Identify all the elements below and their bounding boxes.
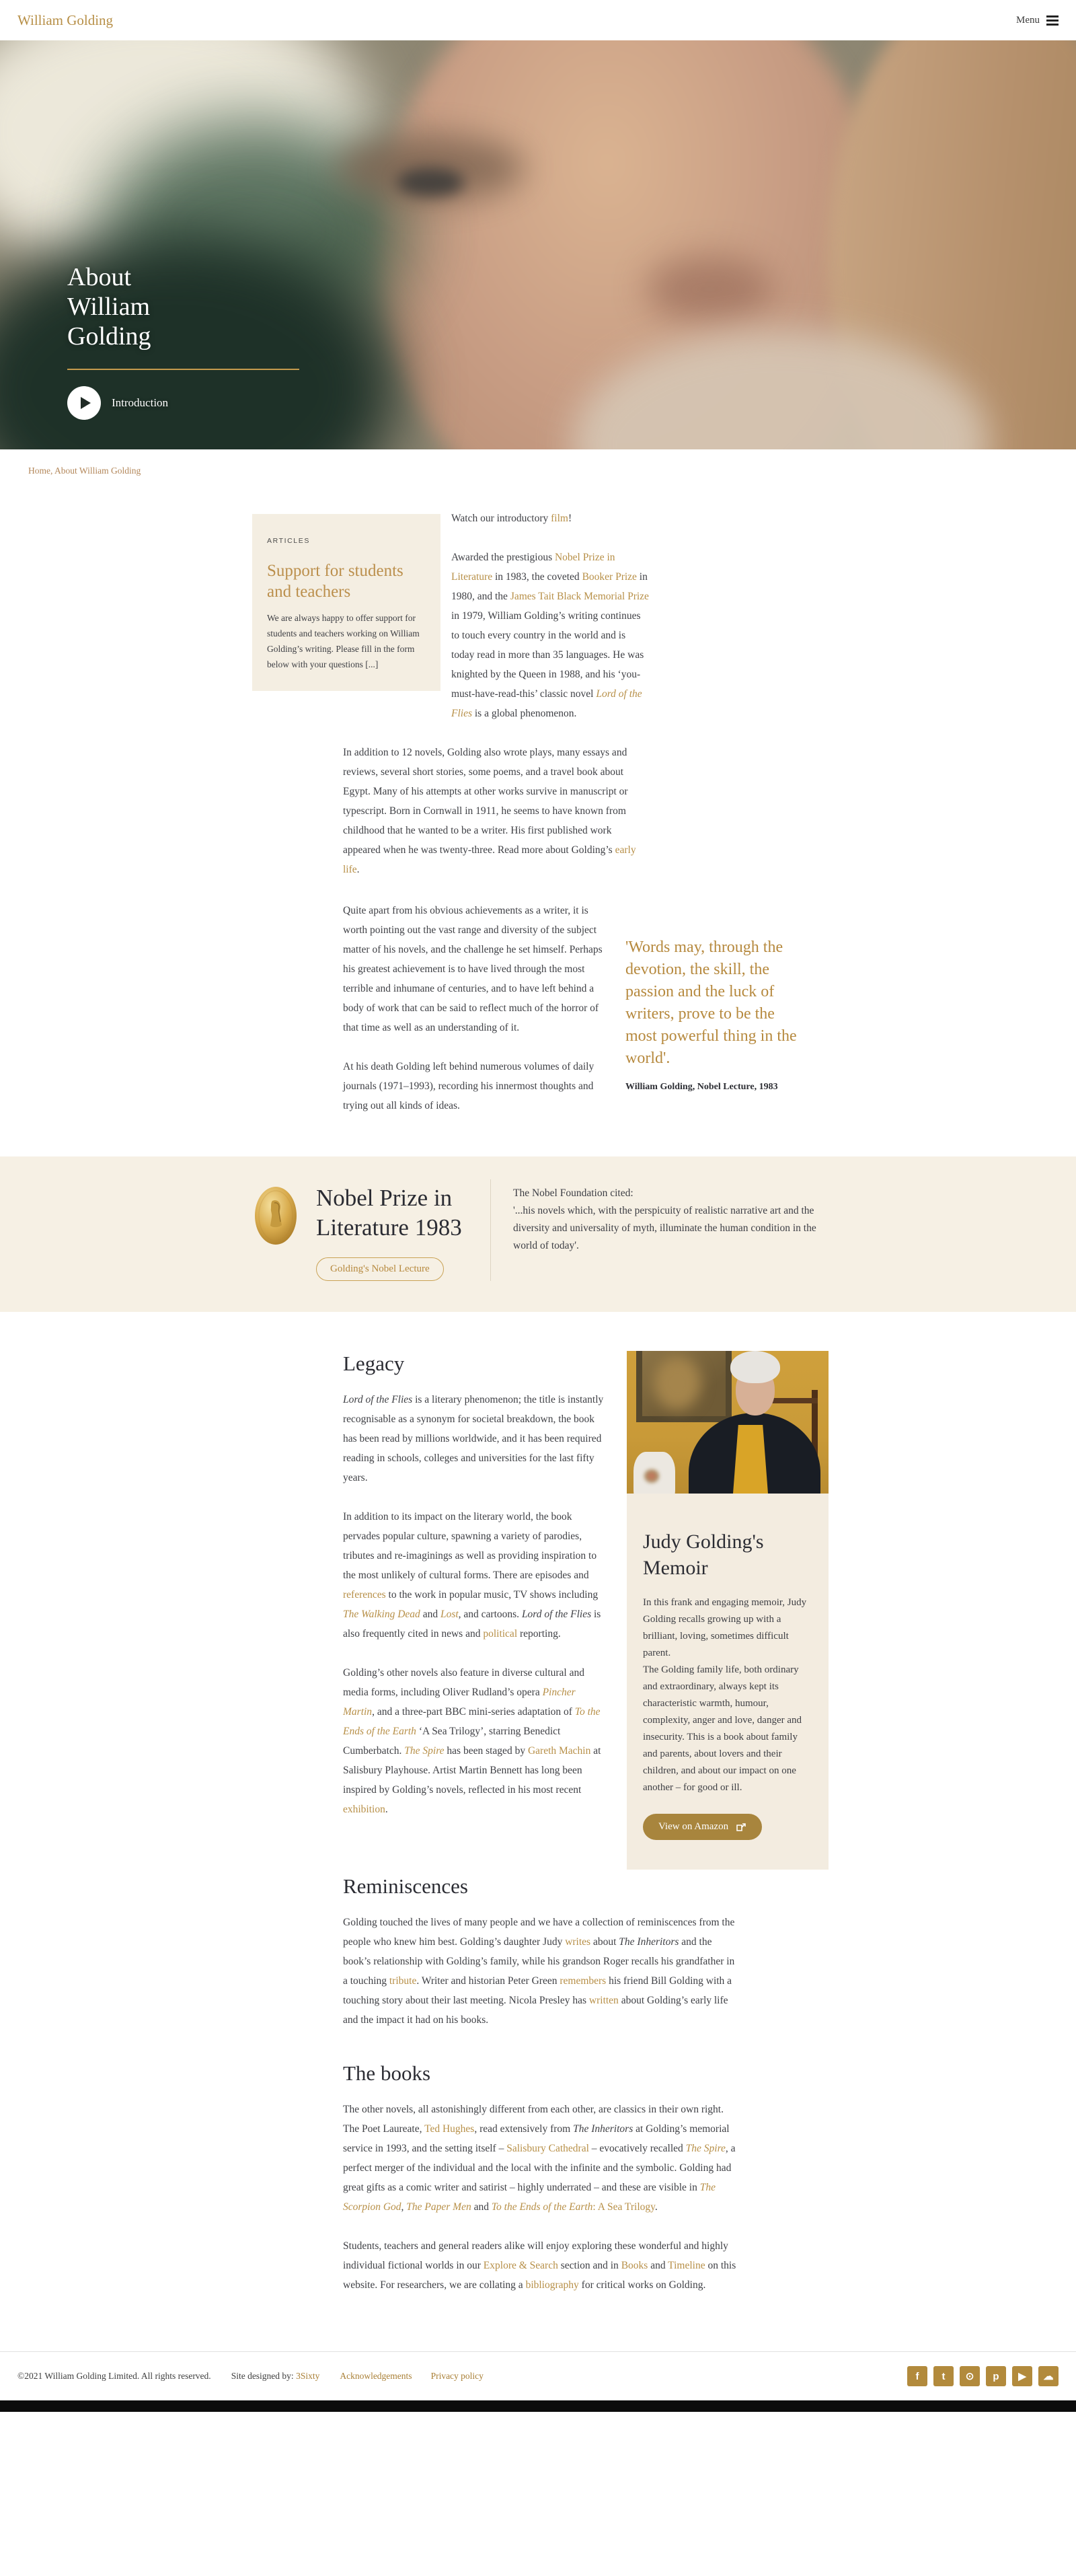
play-icon[interactable] (67, 386, 101, 420)
nobel-cited-label: The Nobel Foundation cited: (513, 1187, 633, 1199)
text-span: Lord of the Flies (521, 1609, 592, 1620)
text-link[interactable]: political (483, 1628, 518, 1640)
text-link[interactable]: tribute (389, 1975, 417, 1987)
text-link[interactable]: James Tait Black Memorial Prize (510, 591, 649, 602)
text-link[interactable]: exhibition (343, 1804, 385, 1815)
text-span: The Inheritors (573, 2123, 633, 2135)
page-title (67, 262, 299, 351)
text-link[interactable]: The Walking Dead (343, 1609, 420, 1620)
title-underline (67, 369, 299, 370)
hero-photo-nose (646, 256, 773, 323)
memoir-card (627, 1494, 829, 1870)
text-span: has been staged by (444, 1745, 528, 1757)
legacy-section (343, 1351, 829, 1832)
text-link[interactable]: Lost (440, 1609, 459, 1620)
text-link[interactable]: written (588, 1995, 619, 2006)
text-link[interactable]: : A Sea Trilogy (592, 2201, 655, 2213)
view-on-amazon-button[interactable] (643, 1814, 762, 1840)
judy-golding-photo (627, 1351, 829, 1494)
text-link[interactable]: The Scorpion God (343, 2182, 716, 2213)
text-span: . Writer and historian Peter Green (416, 1975, 560, 1987)
breadcrumb-link[interactable]: Home (28, 466, 50, 476)
nobel-medal-icon (254, 1186, 297, 1245)
text-link[interactable]: The Spire (685, 2143, 726, 2154)
text-span: , and cartoons. (458, 1609, 522, 1620)
text-link[interactable]: references (343, 1589, 386, 1600)
footer-link[interactable]: Privacy policy (430, 2371, 484, 2381)
text-span: , and a three-part BBC mini-series adaptation of (372, 1706, 575, 1718)
text-span: Students, teachers and general readers alike will enjoy exploring these wonderful and highly individual fictional worlds in our (343, 2240, 728, 2271)
nobel-title (316, 1183, 472, 1243)
text-link[interactable]: early life (343, 844, 636, 875)
text-link[interactable]: Lord of the Flies (451, 688, 642, 719)
text-span: At his death Golding left behind numerous volumes of daily journals (1971–1993), recording his innermost thoughts and trying out all kinds of ideas. (343, 1061, 594, 1111)
books-heading: The books (343, 2061, 431, 2085)
text-link[interactable]: Ted Hughes (424, 2123, 475, 2135)
legacy-heading: Legacy (343, 1352, 405, 1375)
reminiscences-section (343, 1874, 736, 2030)
text-span: Watch our introductory (451, 513, 551, 524)
nobel-lecture-button[interactable]: Golding's Nobel Lecture (316, 1257, 444, 1281)
text-span: to the work in popular music, TV shows including (385, 1589, 599, 1600)
text-span: in 1980, and the (451, 571, 648, 602)
articles-card-title[interactable]: Support for students and teachers (267, 562, 404, 601)
reminiscences-paragraph (343, 1913, 736, 2030)
text-span: The other novels, all astonishingly different from each other, are classics in their own right. The Poet Laureate, (343, 2104, 724, 2135)
books-paragraph (343, 2100, 736, 2217)
site-header (0, 0, 1076, 40)
nobel-banner (0, 1156, 1076, 1312)
site-logo[interactable]: William Golding (17, 11, 114, 28)
text-link[interactable]: Explore & Search (483, 2260, 558, 2271)
text-link[interactable]: Gareth Machin (527, 1745, 591, 1757)
nobel-title-line: Nobel Prize in (316, 1185, 453, 1211)
designed-by: Site designed by: 3Sixty (231, 2371, 320, 2381)
breadcrumb: Home, About William Golding (28, 466, 141, 476)
reminiscences-heading: Reminiscences (343, 1874, 468, 1898)
text-span: , (401, 2201, 407, 2213)
text-link[interactable]: Timeline (668, 2260, 705, 2271)
text-span: and the book’s relationship with Golding’s family, while his grandson Roger recalls his grandfather in a touching (343, 1936, 735, 1987)
hero-photo-eye (397, 168, 464, 196)
text-span: . (654, 2201, 658, 2213)
text-link[interactable]: Salisbury Cathedral (506, 2143, 589, 2154)
text-link[interactable]: Booker Prize (582, 571, 637, 583)
text-link[interactable]: film (551, 513, 568, 524)
text-span: , a perfect merger of the individual and the local with the infinite and the symbolic. Golding had great gifts as a comic writer and satirist – highly underrated – and these are visible in (343, 2143, 736, 2193)
text-link[interactable]: remembers (560, 1975, 607, 1987)
text-link[interactable]: To the Ends of the Earth (343, 1706, 601, 1737)
text-link[interactable]: Nobel Prize in Literature (451, 552, 615, 583)
text-span: at Salisbury Playhouse. Artist Martin Bennett has long been inspired by Golding’s novels, reflected in his most recent (343, 1745, 601, 1796)
text-span: is a global phenomenon. (472, 708, 577, 719)
text-link[interactable]: The Paper Men (406, 2201, 471, 2213)
text-span: and (420, 1609, 440, 1620)
text-span: , read extensively from (474, 2123, 574, 2135)
text-span: ! (568, 513, 572, 524)
text-span: in 1979, William Golding’s writing continues to touch every country in the world and is today read in more than 35 languages. He was knighted by the Queen in 1988, and his ‘you-must-have-read-this’ classic novel (451, 610, 644, 700)
text-link[interactable]: To the Ends of the Earth (491, 2201, 593, 2213)
books-section (343, 2061, 736, 2295)
text-link[interactable]: Books (621, 2260, 648, 2271)
designer-link[interactable]: 3Sixty (296, 2371, 320, 2381)
text-span: The Inheritors (619, 1936, 679, 1948)
text-span: and (648, 2260, 668, 2271)
articles-card[interactable] (252, 514, 440, 691)
text-span: section and in (558, 2260, 621, 2271)
pull-quote (625, 936, 802, 1094)
text-span: In addition to its impact on the literary world, the book pervades popular culture, spawning a variety of parodies, tributes and re-imaginings as well as providing inspiration to the most unlikely of cultural forms. There are episodes and (343, 1511, 597, 1581)
hero-banner (0, 40, 1076, 449)
memoir-card-title: Judy Golding's Memoir (643, 1531, 764, 1579)
hamburger-icon (1046, 13, 1059, 28)
menu-label: Menu (1016, 14, 1040, 26)
quote-text: 'Words may, through the devotion, the skill, the passion and the luck of writers, prove to be the most powerful thing in the world'. (625, 939, 797, 1067)
text-span: about (590, 1936, 619, 1948)
memoir-paragraph: In this frank and engaging memoir, Judy Golding recalls growing up with a brilliant, loving, sometimes difficult parent. (643, 1597, 807, 1658)
text-span: . (385, 1804, 388, 1815)
amazon-button-label: View on Amazon (658, 1821, 729, 1832)
intro-paragraph (343, 901, 649, 1037)
external-link-icon (736, 1823, 746, 1832)
nobel-citation: '...his novels which, with the perspicuity of realistic narrative art and the diversity and universality of myth, illuminate the human condition in the world of today'. (513, 1205, 816, 1251)
text-span: at Golding’s memorial service in 1993, and the setting itself – (343, 2123, 730, 2154)
text-span: Quite apart from his obvious achievements as a writer, it is worth pointing out the vast range and diversity of the subject matter of his novels, and the challenge he set himself. Perhaps his greatest achievement is to have lived through the most terrible and inhumane of centuries, and to have left behind a body of work that can be said to reflect much of the horror of that time as well as an understanding of it. (343, 905, 603, 1033)
introduction-video-button[interactable] (67, 386, 299, 420)
pinterest-icon[interactable]: p (986, 2366, 1006, 2386)
text-span: Golding’s other novels also feature in diverse cultural and media forms, including Oliver Rudland’s opera (343, 1667, 584, 1698)
text-span: on this website. For researchers, we are collating a (343, 2260, 736, 2291)
text-span: . (356, 864, 360, 875)
breadcrumb-link[interactable]: About William Golding (54, 466, 141, 476)
text-link[interactable]: bibliography (525, 2279, 579, 2291)
copyright-text: ©2021 William Golding Limited. All rights reserved. (17, 2371, 211, 2381)
site-footer (0, 2351, 1076, 2400)
instagram-icon[interactable]: ⊙ (960, 2366, 980, 2386)
text-span: and (471, 2201, 492, 2213)
judy-blouse (733, 1425, 768, 1494)
facebook-icon[interactable]: f (907, 2366, 927, 2386)
judy-hair (730, 1351, 780, 1383)
intro-paragraph (343, 743, 649, 879)
memoir-paragraph: The Golding family life, both ordinary and extraordinary, always kept its characteristic warmth, humour, complexity, anger and love, danger and insecurity. This is a book about family and parents, about lovers and their children, and about our impact on one another – for good or ill. (643, 1664, 802, 1793)
text-span: Awarded the prestigious (451, 552, 555, 563)
text-span: is a literary phenomenon; the title is instantly recognisable as a synonym for societal breakdown, the book has been read by millions worldwide, and it has been required reading in schools, colleges and universities for the last fifty years. (343, 1394, 604, 1483)
text-span: his friend Bill Golding with a touching story about their last meeting. Nicola Presley has (343, 1975, 732, 2006)
twitter-icon[interactable]: t (933, 2366, 954, 2386)
play-label: Introduction (112, 396, 169, 409)
text-span: ‘A Sea Trilogy’, starring Benedict Cumberbatch. (343, 1726, 561, 1757)
intro-section (267, 509, 797, 1135)
text-link[interactable]: The Spire (404, 1745, 445, 1757)
quote-attribution: William Golding, Nobel Lecture, 1983 (625, 1082, 778, 1092)
books-paragraph (343, 2236, 736, 2295)
social-icons (907, 2366, 1059, 2386)
bottom-bar (0, 2400, 1076, 2412)
hero-title-line: About (67, 263, 131, 291)
text-span: Golding touched the lives of many people and we have a collection of reminiscences from the people who knew him best. Golding’s daughter Judy (343, 1917, 735, 1948)
nobel-title-line: Literature 1983 (316, 1214, 462, 1241)
text-span: in 1983, the coveted (492, 571, 582, 583)
intro-paragraph (343, 1057, 649, 1115)
text-span: about Golding’s early life and the impact it had on his books. (343, 1995, 728, 2026)
youtube-icon[interactable]: ▶ (1012, 2366, 1032, 2386)
footer-link[interactable]: Acknowledgements (340, 2371, 412, 2381)
hero-title-line: William (67, 293, 150, 321)
text-span: reporting. (517, 1628, 561, 1640)
text-span: Lord of the Flies (343, 1394, 413, 1405)
footer-links (340, 2371, 484, 2382)
text-span: – evocatively recalled (588, 2143, 686, 2154)
text-link[interactable]: Pincher Martin (343, 1687, 576, 1718)
text-span: is also frequently cited in news and (343, 1609, 601, 1640)
articles-card-label: ARTICLES (267, 537, 310, 545)
text-span: In addition to 12 novels, Golding also wrote plays, many essays and reviews, several short stories, some poems, and a travel book about Egypt. Many of his attempts at other works survive in manuscript or typescript. Born in Cornwall in 1911, he seems to have known from childhood that he wanted to be a writer. His first published work appeared when he was twenty-three. Read more about Golding’s (343, 747, 628, 856)
text-span: for critical works on Golding. (578, 2279, 706, 2291)
divider (490, 1179, 491, 1281)
text-link[interactable]: writes (565, 1936, 591, 1948)
articles-card-body: We are always happy to offer support for students and teachers working on William Golding’s writing. Please fill in the form below with your questions [...] (267, 613, 420, 669)
soundcloud-icon[interactable]: ☁ (1038, 2366, 1059, 2386)
hero-title-line: Golding (67, 322, 151, 351)
menu-button[interactable] (1016, 13, 1059, 28)
